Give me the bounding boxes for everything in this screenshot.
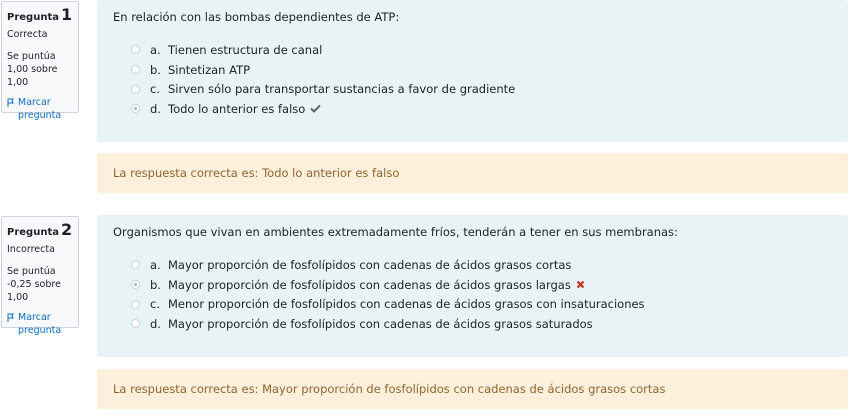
question-text: En relación con las bombas dependientes de ATP: [113, 10, 400, 24]
radio-button[interactable] [131, 300, 140, 309]
answer-option-b[interactable] [113, 60, 832, 80]
flag-question-label: Marcar pregunta [18, 312, 62, 336]
flag-question-link[interactable] [7, 311, 73, 337]
question-grade: Se puntúa 1,00 sobre 1,00 [7, 51, 58, 88]
answer-option-b[interactable] [113, 275, 832, 295]
question-text: Organismos que vivan en ambientes extremadamente fríos, tenderán a tener en sus membranas: [113, 225, 678, 239]
answer-option-c[interactable] [113, 79, 832, 99]
question-label: Pregunta [7, 12, 59, 23]
option-letter: b. [150, 277, 161, 292]
flag-question-link[interactable] [7, 96, 73, 122]
flag-icon [7, 98, 15, 107]
flag-icon [7, 313, 15, 322]
answer-option-a[interactable] [113, 40, 832, 60]
option-text: Todo lo anterior es falso [168, 101, 306, 116]
radio-button[interactable] [131, 319, 140, 328]
option-letter: c. [150, 82, 160, 97]
option-letter: a. [150, 257, 161, 272]
answer-options [113, 255, 832, 334]
check-icon [310, 104, 321, 113]
option-text: Menor proporción de fosfolípidos con cadenas de ácidos grasos con insaturaciones [168, 297, 645, 312]
question-number-value: 2 [60, 220, 73, 239]
right-answer-text: La respuesta correcta es: Mayor proporción de fosfolípidos con cadenas de ácidos grasos cortas [113, 382, 666, 396]
option-text: Mayor proporción de fosfolípidos con cadenas de ácidos grasos largas [168, 277, 571, 292]
answer-option-d[interactable] [113, 99, 832, 119]
question-info-2 [1, 216, 79, 336]
question-state: Incorrecta [7, 244, 55, 255]
cross-icon [576, 280, 585, 289]
question-number-value: 1 [60, 5, 73, 24]
right-answer-text: La respuesta correcta es: Todo lo anterior es falso [113, 166, 400, 180]
answer-option-a[interactable] [113, 255, 832, 275]
question-info-1 [1, 1, 79, 121]
option-letter: d. [150, 316, 161, 331]
option-text: Sirven sólo para transportar sustancias a favor de gradiente [168, 82, 516, 97]
question-label: Pregunta [7, 227, 59, 238]
radio-button[interactable] [131, 65, 140, 74]
question-number [7, 222, 73, 239]
radio-button-selected[interactable] [131, 104, 140, 113]
answer-option-d[interactable] [113, 314, 832, 334]
option-letter: d. [150, 101, 161, 116]
question-formulation-2 [97, 215, 848, 357]
flag-question-label: Marcar pregunta [18, 97, 62, 121]
right-answer-feedback-2 [97, 369, 848, 409]
option-letter: c. [150, 297, 160, 312]
answer-option-c[interactable] [113, 294, 832, 314]
option-text: Mayor proporción de fosfolípidos con cadenas de ácidos grasos saturados [168, 316, 593, 331]
question-number [7, 7, 73, 24]
answer-options [113, 40, 832, 119]
question-grade: Se puntúa -0,25 sobre 1,00 [7, 266, 61, 303]
radio-button[interactable] [131, 45, 140, 54]
option-text: Sintetizan ATP [168, 62, 251, 77]
option-letter: a. [150, 42, 161, 57]
question-formulation-1 [97, 0, 848, 142]
option-letter: b. [150, 62, 161, 77]
question-state: Correcta [7, 29, 48, 40]
radio-button[interactable] [131, 260, 140, 269]
radio-button-selected[interactable] [131, 280, 140, 289]
radio-button[interactable] [131, 85, 140, 94]
option-text: Tienen estructura de canal [168, 42, 323, 57]
right-answer-feedback-1 [97, 153, 848, 193]
option-text: Mayor proporción de fosfolípidos con cadenas de ácidos grasos cortas [168, 257, 572, 272]
